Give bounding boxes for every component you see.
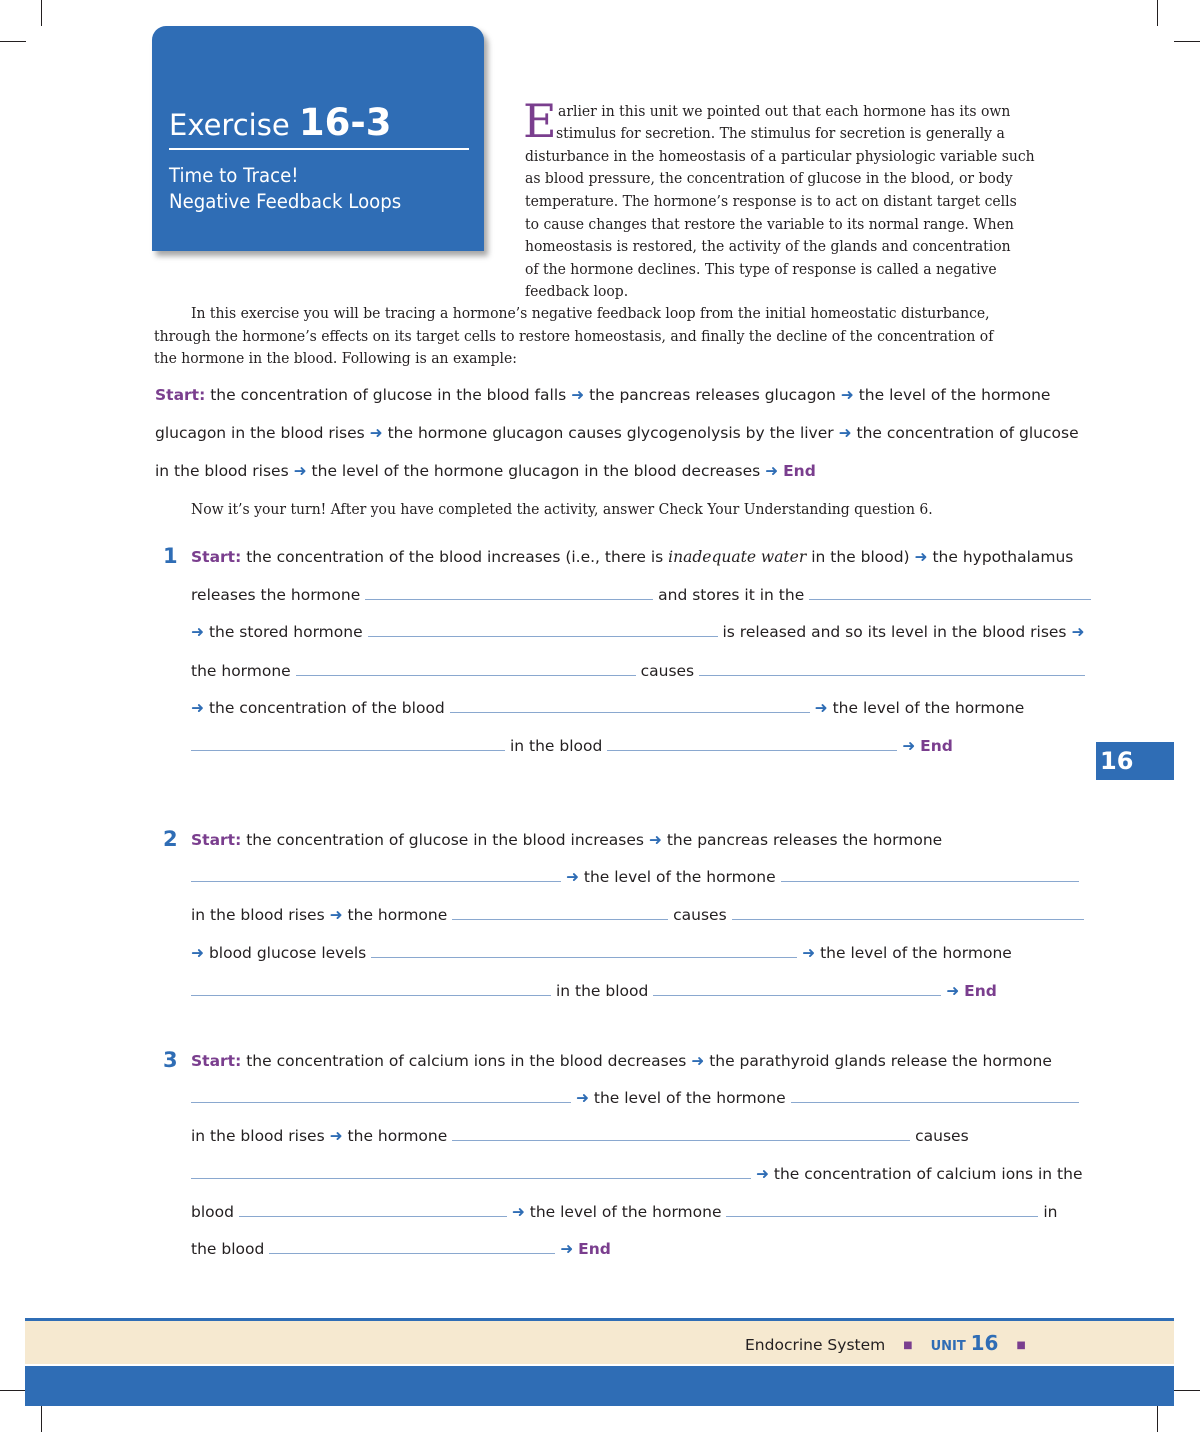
footer-bar — [25, 1366, 1174, 1406]
instruction-text: Now it’s your turn! After you have completed the activity, answer Check Your Understanding question 6. — [191, 500, 933, 518]
answer-blank[interactable] — [726, 1202, 1038, 1217]
question-line — [191, 585, 1091, 605]
intro-line: of the hormone declines. This type of response is called a negative — [525, 260, 997, 278]
start-label: Start: — [155, 386, 206, 404]
question-text: the level of the hormone — [820, 944, 1012, 962]
question-line — [191, 547, 1073, 567]
arrow-icon: ➜ — [511, 1203, 525, 1221]
question-line — [191, 830, 942, 850]
footer-running-head — [745, 1330, 1039, 1360]
question-line — [191, 1239, 611, 1259]
question-text: the parathyroid glands release the hormone — [709, 1052, 1052, 1070]
answer-blank[interactable] — [191, 867, 561, 882]
question-text: the level of the hormone — [593, 1089, 786, 1107]
intro-line: feedback loop. — [525, 282, 629, 300]
question-text: blood glucose levels — [208, 944, 367, 962]
question-text: the hormone — [347, 906, 448, 924]
arrow-icon: ➜ — [565, 868, 579, 886]
paragraph-line: In this exercise you will be tracing a hormone’s negative feedback loop from the initial homeostatic disturbance, — [191, 304, 990, 322]
arrow-icon: ➜ — [902, 737, 916, 755]
crop-mark — [0, 41, 26, 42]
end-label: End — [920, 737, 953, 755]
question-text: is released and so its level in the blood rises — [722, 623, 1067, 641]
question-text: the blood — [191, 1240, 265, 1258]
question-text: the hormone — [191, 662, 291, 680]
crop-mark — [1174, 41, 1200, 42]
question-line — [191, 1126, 969, 1146]
example-text: glucagon in the blood rises — [155, 424, 365, 442]
question-line — [191, 981, 997, 1001]
arrow-icon: ➜ — [1071, 623, 1085, 641]
crop-mark — [41, 1406, 42, 1432]
answer-blank[interactable] — [607, 736, 897, 751]
crop-mark — [0, 1390, 26, 1391]
question-text: the concentration of the blood increases (i.e., there is — [246, 548, 664, 566]
arrow-icon: ➜ — [840, 386, 854, 404]
question-number: 1 — [163, 544, 178, 568]
footer-unit-label: UNIT — [930, 1339, 966, 1354]
question-text: the concentration of the blood — [208, 699, 445, 717]
footer-system-title: Endocrine System — [745, 1336, 886, 1354]
example-text: the concentration of glucose — [856, 424, 1079, 442]
end-label: End — [964, 982, 997, 1000]
question-text: blood — [191, 1203, 234, 1221]
question-line — [191, 1051, 1052, 1071]
arrow-icon: ➜ — [946, 982, 960, 1000]
exercise-title — [169, 102, 469, 150]
answer-blank[interactable] — [809, 585, 1091, 600]
question-text: causes — [640, 662, 695, 680]
answer-blank[interactable] — [191, 736, 505, 751]
square-bullet-icon: ■ — [903, 1340, 913, 1351]
answer-blank[interactable] — [791, 1088, 1079, 1103]
exercise-number: 16-3 — [298, 101, 392, 144]
arrow-icon: ➜ — [691, 1052, 705, 1070]
exercise-subtitle — [169, 163, 448, 215]
arrow-icon: ➜ — [560, 1240, 574, 1258]
subtitle-line: Time to Trace! — [169, 164, 299, 187]
exercise-label: Exercise — [169, 108, 290, 142]
drop-cap: E — [523, 94, 557, 148]
start-label: Start: — [191, 831, 242, 849]
arrow-icon: ➜ — [814, 699, 828, 717]
intro-line: disturbance in the homeostasis of a particular physiologic variable such — [525, 147, 1035, 165]
question-text: the level of the hormone — [583, 868, 776, 886]
square-bullet-icon: ■ — [1016, 1340, 1026, 1351]
intro-line: homeostasis is restored, the activity of the glands and concentration — [525, 237, 1011, 255]
question-number: 3 — [163, 1048, 178, 1072]
arrow-icon: ➜ — [914, 548, 928, 566]
question-text-emphasis: inadequate water — [668, 548, 807, 566]
crop-mark — [1157, 1406, 1158, 1432]
crop-mark — [41, 0, 42, 26]
answer-blank[interactable] — [191, 1088, 571, 1103]
question-text: causes — [673, 906, 727, 924]
question-text: the hypothalamus — [932, 548, 1074, 566]
arrow-icon: ➜ — [802, 944, 816, 962]
arrow-icon: ➜ — [765, 462, 779, 480]
example-text: the concentration of glucose in the blood falls — [210, 386, 567, 404]
question-text: the pancreas releases the hormone — [666, 831, 943, 849]
question-text: in the blood — [555, 982, 649, 1000]
example-text: the level of the hormone glucagon in the blood decreases — [311, 462, 761, 480]
paragraph-line: through the hormone’s effects on its target cells to restore homeostasis, and finally the decline of the concentration of — [154, 327, 994, 345]
arrow-icon: ➜ — [293, 462, 307, 480]
arrow-icon: ➜ — [191, 699, 204, 717]
answer-blank[interactable] — [732, 905, 1084, 920]
exercise-header-box — [152, 26, 484, 251]
arrow-icon: ➜ — [329, 1127, 343, 1145]
arrow-icon: ➜ — [838, 424, 852, 442]
end-label: End — [783, 462, 816, 480]
example-text: the hormone glucagon causes glycogenolysis by the liver — [387, 424, 834, 442]
arrow-icon: ➜ — [191, 623, 204, 641]
question-text: in the blood — [509, 737, 603, 755]
crop-mark — [1174, 1390, 1200, 1391]
question-line — [191, 1202, 1058, 1222]
question-line — [191, 905, 1084, 925]
intro-line: to cause changes that restore the variable to its normal range. When — [525, 215, 1014, 233]
example-line — [155, 423, 1079, 443]
chapter-tab: 16 — [1096, 742, 1174, 780]
question-line — [191, 1088, 1079, 1108]
intro-line: stimulus for secretion. The stimulus for secretion is generally a — [556, 124, 1005, 142]
arrow-icon: ➜ — [648, 831, 662, 849]
answer-blank[interactable] — [781, 867, 1079, 882]
intro-line: as blood pressure, the concentration of glucose in the blood, or body — [525, 169, 1013, 187]
start-label: Start: — [191, 1052, 242, 1070]
question-number: 2 — [163, 827, 178, 851]
arrow-icon: ➜ — [575, 1089, 589, 1107]
example-line — [155, 461, 816, 481]
answer-blank[interactable] — [191, 1164, 751, 1179]
question-line — [191, 943, 1012, 963]
example-text: in the blood rises — [155, 462, 289, 480]
arrow-icon: ➜ — [369, 424, 383, 442]
answer-blank[interactable] — [653, 981, 941, 996]
question-line — [191, 1164, 1083, 1184]
example-text: the pancreas releases glucagon — [589, 386, 836, 404]
intro-line: temperature. The hormone’s response is to act on distant target cells — [525, 192, 1017, 210]
question-text: causes — [915, 1127, 969, 1145]
question-text: the level of the hormone — [832, 699, 1025, 717]
question-text: the concentration of calcium ions in the — [773, 1165, 1083, 1183]
arrow-icon: ➜ — [571, 386, 585, 404]
crop-mark — [1157, 0, 1158, 26]
example-text: the level of the hormone — [858, 386, 1051, 404]
question-line — [191, 622, 1084, 642]
question-text: in the blood) — [811, 548, 910, 566]
example-line — [155, 385, 1050, 405]
intro-line: arlier in this unit we pointed out that each hormone has its own — [558, 102, 1011, 120]
answer-blank[interactable] — [239, 1202, 507, 1217]
answer-blank[interactable] — [296, 661, 636, 676]
footer-unit-number: 16 — [970, 1331, 999, 1355]
subtitle-line: Negative Feedback Loops — [169, 190, 402, 213]
question-text: and stores it in the — [658, 586, 805, 604]
arrow-icon: ➜ — [191, 944, 204, 962]
answer-blank[interactable] — [368, 622, 718, 637]
answer-blank[interactable] — [191, 981, 551, 996]
answer-blank[interactable] — [269, 1239, 555, 1254]
arrow-icon: ➜ — [755, 1165, 769, 1183]
answer-blank[interactable] — [450, 698, 810, 713]
question-line — [191, 867, 1079, 887]
answer-blank[interactable] — [699, 661, 1085, 676]
question-line — [191, 698, 1024, 718]
answer-blank[interactable] — [371, 943, 797, 958]
question-text: the concentration of glucose in the blood increases — [246, 831, 644, 849]
start-label: Start: — [191, 548, 242, 566]
question-text: the stored hormone — [208, 623, 363, 641]
question-text: in the blood rises — [191, 1127, 325, 1145]
question-line — [191, 661, 1085, 681]
answer-blank[interactable] — [452, 905, 668, 920]
end-label: End — [578, 1240, 611, 1258]
question-text: in the blood rises — [191, 906, 325, 924]
question-text: the hormone — [347, 1127, 448, 1145]
arrow-icon: ➜ — [329, 906, 343, 924]
answer-blank[interactable] — [452, 1126, 910, 1141]
paragraph-line: the hormone in the blood. Following is an example: — [154, 349, 517, 367]
question-text: the level of the hormone — [529, 1203, 722, 1221]
answer-blank[interactable] — [365, 585, 653, 600]
question-line — [191, 736, 953, 756]
question-text: releases the hormone — [191, 586, 361, 604]
question-text: in — [1043, 1203, 1058, 1221]
question-text: the concentration of calcium ions in the blood decreases — [246, 1052, 687, 1070]
